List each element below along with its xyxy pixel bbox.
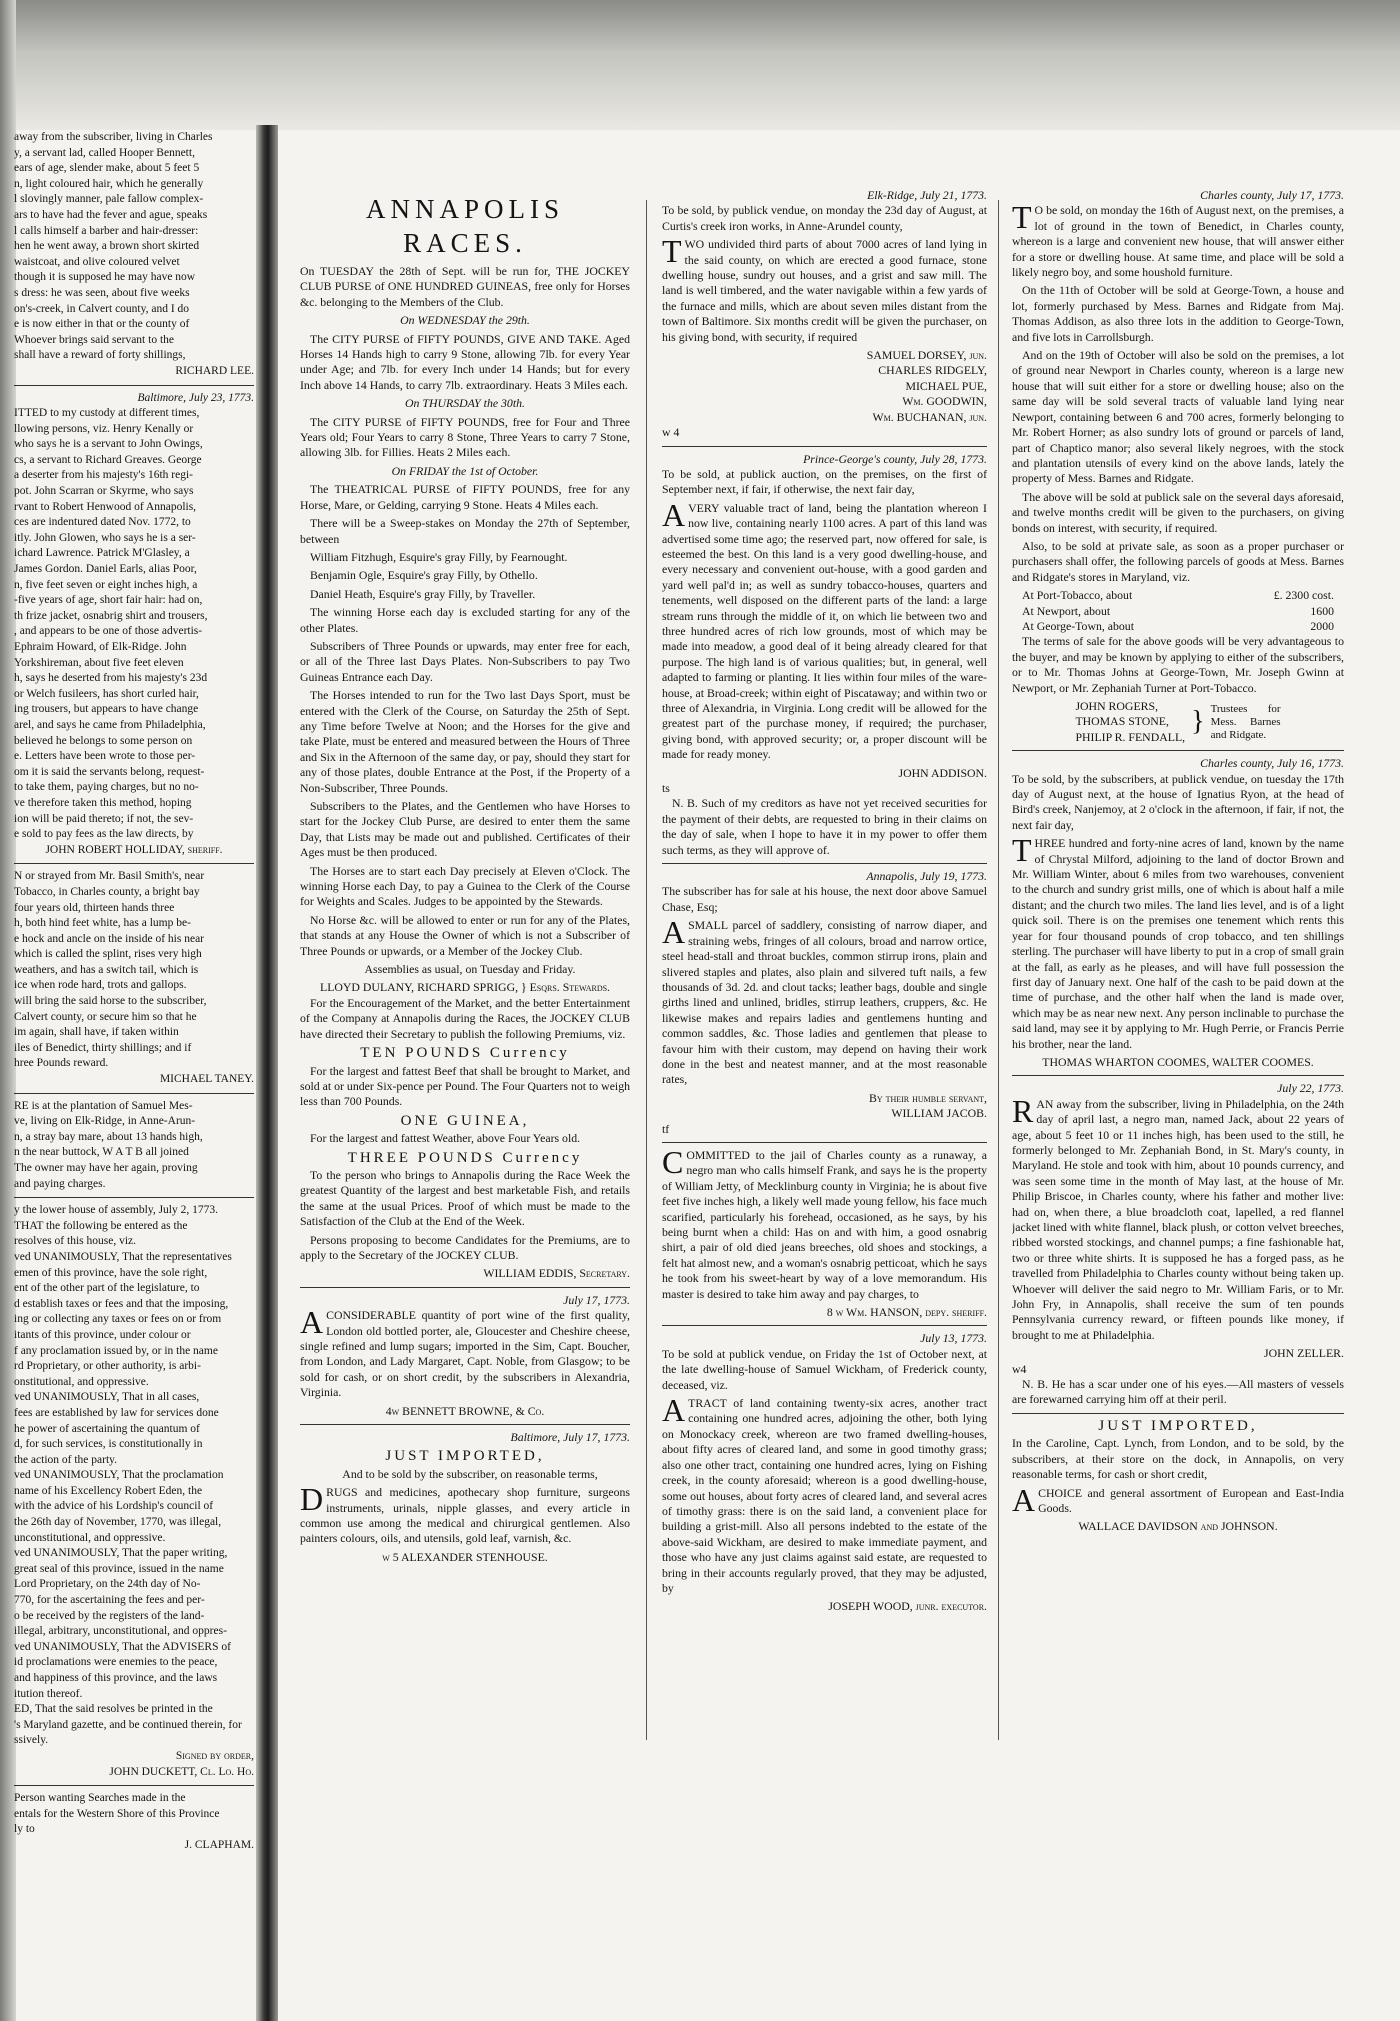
fragment-text-line: ces are indentured dated Nov. 1772, to — [14, 516, 191, 529]
trustee-name: PHILIP R. FENDALL, — [1075, 729, 1186, 744]
signatory-name: MICHAEL PUE, — [905, 378, 987, 393]
advertiser-signature: 4w BENNETT BROWNE, & Co. — [385, 1403, 545, 1418]
issue-mark: w4 — [1012, 1361, 1027, 1376]
divider — [14, 1785, 254, 1786]
nota-bene: N. B. He has a scar under one of his eyes.—All masters of vessels are forewarned carrying him off at their peril. — [1012, 1377, 1344, 1407]
fragment-text-line: Yorkshireman, about five feet eleven — [14, 656, 184, 669]
fragment-text-line: name of his Excellency Robert Eden, the — [14, 1484, 203, 1497]
races-day-heading: On THURSDAY the 30th. — [405, 396, 525, 411]
dateline: July 22, 1773. — [1277, 1081, 1344, 1096]
dateline: Prince-George's county, July 28, 1773. — [803, 451, 987, 466]
goods-amount: £. 2300 cost. — [1273, 588, 1334, 603]
advertisement-paragraph: The terms of sale for the above goods will be very advantageous to the buyer, and may be known by applying to either of the subscribers, or to Mr. Thomas Johns at George-Town, Mr. Joseph Gwinn at Newport, or Mr. Zephaniah Turner at Port-Tobacco. — [1012, 634, 1344, 695]
fragment-text-line: waistcoat, and olive coloured velvet — [14, 255, 180, 268]
ad-intro: The subscriber has for sale at his house, the next door above Samuel Chase, Esq; — [662, 884, 987, 914]
fragment-text-line: and paying charges. — [14, 1177, 106, 1190]
saddlery-advertisement: ASMALL parcel of saddlery, consisting of narrow diaper, and straining webs, fringes of all colours, broad and narrow ortice, steel head-stall and throat buckles, common stirrup irons, plain and slivered staples and plates, also plain and silvered tuft nails, a few thousands of 3d. 2d. and clout tacks; leather bags, double and single girths lined and unlined, bridles, stirrup leathers, cruppers, &c. He likewise makes and repairs ladies and gentlemens hunting and common saddles, &c. Those ladies and gentlemen that please to favour him with their custom, may depend on having their work done in the best and neatest manner, and at the most reasonable rates, — [662, 914, 987, 1087]
fragment-text-line: THAT the following be entered as the — [14, 1219, 188, 1232]
premiums-paragraph: Persons proposing to become Candidates for the Premiums, are to apply to the Secretary of the JOCKEY CLUB. — [300, 1232, 630, 1262]
divider — [14, 863, 254, 864]
fragment-text-line: hen he went away, a brown short skirted — [14, 240, 200, 253]
fragment-text-line: ice when rode hard, trots and gallops. — [14, 979, 187, 992]
fragment-text-line: Person wanting Searches made in the — [14, 1792, 186, 1805]
advertiser-signature: JOHN ADDISON. — [898, 765, 987, 780]
creditors-note: N. B. Such of my creditors as have not yet received securities for the payment of their debts, are requested to bring in their claims on the day of sale, when I hope to have it in my power to offer them such terms, as they will approve of. — [662, 796, 987, 857]
iron-works-signatures — [662, 348, 987, 425]
chrystal-milford-advertisement: THREE hundred and forty-nine acres of land, known by the name of Chrystal Milford, adjoining to the land of doctor Brown and Mr. William Winter, about 6 miles from two warehouses, convenient to the church and sundry grist mills, one of which is about half a mile distant; and the church two miles. The land lies level, and is of a light quick soil. There is on the premises one tenement which rents this year for four thousand pounds of crop tobacco, and ten shillings sterling. The purchaser will have liberty to put in a crop of small grain at the fall, as early as he pleases, and will have full possession the first day of January next. One half of the cash to be paid down at the time of purchase, and the other half when the land is made over, which may be as near new next. Any person inclinable to purchase the said land, may see it by applying to Mr. Hugh Perrie, or Francis Perrie his brother, near the land. — [1012, 832, 1344, 1051]
fragment-text-line: d establish taxes or fees and that the imposing, — [14, 1297, 229, 1310]
fragment-text-line: e is now either in that or the county of — [14, 318, 190, 331]
races-paragraph: Benjamin Ogle, Esquire's gray Filly, by Othello. — [310, 568, 538, 583]
fragment-text-line: emen of this province, have the sole right, — [14, 1266, 208, 1279]
goods-amount: 1600 — [1310, 603, 1334, 618]
signatory-name: SAMUEL DORSEY, jun. — [866, 348, 987, 363]
premium-heading: ONE GUINEA, — [400, 1112, 530, 1129]
advertisement-paragraph: The above will be sold at publick sale on the several days aforesaid, and twelve months credit will be given to the purchasers, on giving bonds on interest, with security, if required. — [1012, 489, 1344, 535]
executor-signature: JOSEPH WOOD, junr. executor. — [828, 1599, 987, 1614]
fragment-text-line: o be received by the registers of the land- — [14, 1609, 205, 1622]
fragment-text-line: ED, That the said resolves be printed in the — [14, 1703, 213, 1716]
fragment-text-line: ars to have had the fever and ague, speaks — [14, 208, 208, 221]
fragment-text-line: e. Letters have been wrote to those per- — [14, 750, 196, 763]
races-paragraph: The Horses intended to run for the Two last Days Sport, must be entered with the Clerk of the Course, on Saturday the 25th of Sept. any Time before Twelve at Noon; and the Horses for the give and take Plate, must be entered and measured between the Hours of Three and Six in the Afternoon of the same day, or pay, should they start for any of those plates, double Entrance at the Post, if the Property of a Non-Subscriber, Three Pounds. — [300, 688, 630, 795]
divider — [14, 385, 254, 386]
fragment-text-line: ion will be paid thereto; if not, the sev- — [14, 812, 194, 825]
goods-place: At Port-Tobacco, about — [1022, 588, 1133, 603]
goods-advertisement: ACHOICE and general assortment of European and East-India Goods. — [1012, 1481, 1344, 1518]
races-paragraph: The THEATRICAL PURSE of FIFTY POUNDS, free for any Horse, Mare, or Gelding, carrying 9 Stone. Heats 4 Miles each. — [300, 482, 630, 512]
advertisement-paragraph: On the 11th of October will be sold at George-Town, a house and lot, formerly purchased by Mess. Barnes and Ridgate from Maj. Thomas Addison, as also three lots in the addition to George-Town, and five lots in Carrollsburgh. — [1012, 283, 1344, 344]
advertisement-paragraph: And on the 19th of October will also be sold on the premises, a lot of ground near Newport in Charles county, whereon is a large new house that will suit either for a store or dwelling house; also on the same day will be sold several tracts of valuable land lying near Newport, containing between 6 and 700 acres, formerly belonging to Mr. Robert Horner; as also sundry lots of ground or parcels of land, part of Chaptico manor; also several likely negroes, with the stock and plantation utensils of every kind on the above lands, lately the property of Mess. Barnes and Ridgate. — [1012, 348, 1344, 486]
fragment-block-stray-mare — [14, 1099, 254, 1193]
fragment-text-line: he power of ascertaining the quantum of — [14, 1422, 200, 1435]
fragment-text-line: e sold to pay fees as the law directs, by — [14, 828, 194, 841]
divider — [300, 1287, 630, 1288]
fragment-text-line: the 26th day of November, 1770, was illegal, — [14, 1516, 222, 1529]
premiums-paragraph: To the person who brings to Annapolis during the Race Week the greatest Quantity of the largest and best marketable Fish, and retails the same at the usual Prices. Proof of which must be made to the Satisfaction of the Club at the End of the Week. — [300, 1167, 630, 1229]
races-day-heading: On WEDNESDAY the 29th. — [400, 313, 530, 328]
fragment-text-line: though it is supposed he may have now — [14, 271, 196, 284]
just-imported-heading: JUST IMPORTED, — [385, 1448, 545, 1465]
fragment-text-line: Whoever brings said servant to the — [14, 333, 174, 346]
fragment-text-line: ITTED to my custody at different times, — [14, 407, 200, 420]
wine-advertisement: ACONSIDERABLE quantity of port wine of the first quality, London old bottled porter, ale, Gloucester and Cheshire cheese, single refined and lump sugars; imported in the Sim, Capt. Boucher, from London, and Lady Margaret, Capt. Noble, from Glasgow; to be sold for cash, or on short credit, by the subscribers in Alexandria, Virginia. — [300, 1304, 630, 1400]
advertiser-signature: THOMAS WHARTON COOMES, WALTER COOMES. — [1042, 1054, 1314, 1069]
column-rule — [646, 200, 647, 1740]
advertiser-signature: JOHN ZELLER. — [1264, 1346, 1344, 1361]
fragment-text-line: Ephraim Howard, of Elk-Ridge. John — [14, 641, 187, 653]
trustee-name: JOHN ROGERS, — [1075, 699, 1159, 713]
fragment-text-line: h, says he deserted from his majesty's 23d — [14, 672, 208, 685]
fragment-text-line: unconstitutional, and oppressive. — [14, 1531, 166, 1544]
trustees-names — [1075, 699, 1185, 745]
fragment-text-line: 's Maryland gazette, and be continued therein, for — [14, 1718, 242, 1731]
races-paragraph: Subscribers of Three Pounds or upwards, may enter free for each, or all of the Three last Days Plates. Non-Subscribers to pay Two Guineas Entrance each Day. — [300, 638, 630, 684]
ad-intro: To be sold, at publick auction, on the premises, on the first of September next, if fair, if otherwise, the next fair day, — [662, 466, 987, 497]
fragment-text-line: great seal of this province, issued in the name — [14, 1562, 224, 1575]
fragment-text-line: and happiness of this province, and the laws — [14, 1672, 218, 1684]
fragment-text-line: ved UNANIMOUSLY, That the paper writing, — [14, 1547, 228, 1560]
left-fragment-column — [14, 130, 254, 2010]
ad-intro: To be sold at publick vendue, on Friday the 1st of October next, at the late dwelling-house of Samuel Wickham, of Frederick county, deceased, viz. — [662, 1346, 987, 1392]
premiums-paragraph: For the largest and fattest Beef that shall be brought to Market, and sold at or under Six-pence per Pound. The Four Quarters not to weigh less than 700 Pounds. — [300, 1063, 630, 1109]
just-imported-heading: JUST IMPORTED, — [1098, 1417, 1258, 1434]
masthead-annapolis-races: ANNAPOLIS RACES. — [365, 194, 564, 258]
advertiser-signature: w 5 ALEXANDER STENHOUSE. — [382, 1549, 548, 1564]
fragment-text-line: e hock and ancle on the inside of his near — [14, 932, 205, 945]
fragment-text-line: f any proclamation issued by, or in the name — [14, 1344, 218, 1357]
fragment-dateline-1: Baltimore, July 23, 1773. — [137, 391, 254, 404]
divider — [662, 1142, 987, 1143]
trustee-name: THOMAS STONE, — [1075, 714, 1169, 729]
fragment-text-line: onstitutional, and oppressive. — [14, 1375, 149, 1388]
fragment-text-line: resolves of this house, viz. — [14, 1235, 137, 1248]
fragment-text-line: n, light coloured hair, which he generally — [14, 177, 204, 190]
secretary-signature: WILLIAM EDDIS, Secretary. — [483, 1266, 630, 1281]
fragment-text-line: James Gordon. Daniel Earls, alias Poor, — [14, 563, 197, 576]
advertisement-paragraph: Also, to be sold at private sale, as soon as a proper purchaser or purchasers shall offer, the following parcels of goods at Mess. Barnes and Ridgate's stores in Maryland, viz. — [1012, 538, 1344, 584]
fragment-signature-1: RICHARD LEE. — [175, 364, 254, 377]
divider — [1012, 1413, 1344, 1414]
fragment-text-line: y the lower house of assembly, July 2, 1773. — [14, 1204, 218, 1217]
fragment-text-line: illegal, arbitrary, unconstitutional, and oppres- — [14, 1625, 227, 1638]
fragment-text-line: N or strayed from Mr. Basil Smith's, near — [14, 870, 205, 883]
fragment-text-line: The owner may have her again, proving — [14, 1162, 198, 1174]
fragment-text-line: y, a servant lad, called Hooper Bennett, — [14, 146, 195, 159]
advertiser-signature: WILLIAM JACOB. — [891, 1106, 987, 1121]
races-day-heading: On FRIDAY the 1st of October. — [391, 463, 539, 478]
ad-intro: To be sold, by publick vendue, on monday the 23d day of August, at Curtis's creek iron works, in Anne-Arundel county, — [662, 203, 987, 233]
races-paragraph: Subscribers to the Plates, and the Gentlemen who have Horses to start for the Jockey Club Purse, are desired to enter them the same Day, that Lists may be made out and published. Certificates of their Ages must be then produced. — [300, 799, 630, 860]
divider — [662, 446, 987, 447]
fragment-text-line: l slovingly manner, pale fallow complex- — [14, 193, 204, 206]
fragment-text-line: away from the subscriber, living in Charles — [14, 131, 213, 143]
fragment-text-line: entals for the Western Shore of this Province — [14, 1807, 220, 1820]
fragment-text-line: Calvert county, or secure him so that he — [14, 1010, 197, 1023]
iron-works-advertisement: TWO undivided third parts of about 7000 acres of land lying in the said county, on which are erected a good furnace, stone dwelling house, sundry out houses, and a grist and saw mill. The land is well timbered, and the water navigable within a few yards of the furnace and mills, which are about seven miles distant from the town of Baltimore. Six months credit will be given the purchaser, on his giving bond, with security, if required — [662, 233, 987, 344]
premiums-paragraph: For the largest and fattest Weather, above Four Years old. — [310, 1131, 581, 1146]
fragment-text-line: the action of the party. — [14, 1453, 118, 1466]
fragment-text-line: a deserter from his majesty's 16th regi- — [14, 469, 193, 482]
goods-row — [1012, 619, 1344, 634]
ad-intro: To be sold, by the subscribers, at publick vendue, on tuesday the 17th day of August next, at the house of Ignatius Ryon, at the head of Bird's creek, Nanjemoy, at 2 o'clock in the afternoon, if fair, if not, the next fair day, — [1012, 771, 1344, 832]
goods-place: At Newport, about — [1022, 603, 1111, 618]
fragment-text-line: l calls himself a barber and hair-dresser: — [14, 224, 199, 237]
dateline: July 17, 1773. — [563, 1292, 630, 1307]
fragment-text-line: ve, living on Elk-Ridge, in Anne-Arun- — [14, 1115, 196, 1128]
races-paragraph: No Horse &c. will be allowed to enter or run for any of the Plates, that stands at any House the Owner of which is not a Subscriber of Three Pounds or upwards, or a Member of the Jockey Club. — [300, 912, 630, 958]
races-paragraph: The CITY PURSE of FIFTY POUNDS, free for Four and Three Years old; Four Years to carry 8 Stone, Three Years to carry 7 Stone, allowing 3lb. for Fillies. Heats 2 Miles each. — [300, 414, 630, 460]
divider — [662, 1325, 987, 1326]
fragment-text-line: 770, for the ascertaining the fees and per- — [14, 1594, 205, 1607]
fragment-text-line: iles of Benedict, thirty shillings; and if — [14, 1041, 192, 1054]
plantation-advertisement: AVERY valuable tract of land, being the plantation whereon I now live, containing nearly 1100 acres. A part of this land was advertised some time ago; the reserved part, now offered for sale, is esteemed the best. On this land is a very good dwelling-house, and every necessary and convenient out-house, with a good garden and yard well pal'd in; as well as sundry tobacco-houses, quarters and tenements, well disposed on the different parts of the land: a large stream runs through the middle of it, on which lie between two and three hundred acres of rich low grounds, most of which may be made into meadow, a good deal of it being already cleared for that purpose. The high land is of various qualities; but, in general, well adapted to farming or planting. It lies within four miles of the ware-house, at Broad-creek; within eight of Piscataway; and within two or three of Alexandria, in Virginia. Long credit will be allowed for the greatest part of the purchase money, if required; the purchaser, giving bond, with approved security; or, a proper discount will be made for ready money. — [662, 496, 987, 762]
premium-heading: THREE POUNDS Currency — [347, 1149, 583, 1166]
fragment-text-line: weathers, and has a switch tail, which is — [14, 963, 199, 976]
goods-row — [1012, 604, 1344, 619]
fragment-text-line: , and appears to be one of those advertis- — [14, 625, 203, 638]
fragment-text-line: believed he belongs to some person on — [14, 734, 193, 747]
issue-mark: w 4 — [662, 425, 680, 440]
fragment-block-resolves — [14, 1203, 254, 1749]
goods-amount: 2000 — [1310, 618, 1334, 633]
fragment-text-line: n the near buttock, W A T B all joined — [14, 1146, 189, 1159]
signatory-name: CHARLES RIDGELY, — [878, 363, 987, 378]
benedict-lot-advertisement: TO be sold, on monday the 16th of August next, on the premises, a lot of ground in the town of Benedict, in Charles county, whereon is a large and convenient new house, that will answer either for a store or dwelling house. At same time, and place will be sold a likely negro boy, and some houshold furniture. — [1012, 199, 1344, 280]
fragment-text-line: ssively. — [14, 1734, 49, 1747]
issue-mark: tf — [662, 1121, 670, 1136]
fragment-text-line: with the advice of his Lordship's council of — [14, 1500, 214, 1513]
column-rule — [998, 200, 999, 1740]
fragment-text-line: d, for such services, is constitutionally in — [14, 1438, 203, 1451]
fragment-signature-3: MICHAEL TANEY. — [159, 1073, 254, 1086]
fragment-text-line: Lord Proprietary, on the 24th day of No- — [14, 1578, 201, 1591]
dateline: July 13, 1773. — [920, 1331, 987, 1346]
fragment-text-line: id proclamations were enemies to the peace, — [14, 1656, 218, 1669]
divider — [300, 1424, 630, 1425]
drugs-advertisement: DRUGS and medicines, apothecary shop furniture, surgeons instruments, urinals, nipple glasses, and every article in common use among the medical and chirurgical gentlemen. Also painters colours, oils, and utensils, gold leaf, varnish, &c. — [300, 1481, 630, 1546]
fragment-text-line: ved UNANIMOUSLY, That in all cases, — [14, 1391, 200, 1404]
divider — [14, 1197, 254, 1198]
fragment-text-line: on's-creek, in Calvert county, and I do — [14, 302, 190, 315]
fragment-text-line: itution thereof. — [14, 1687, 83, 1700]
scan-top-edge — [0, 0, 1400, 130]
fragment-text-line: th frize jacket, osnabrig shirt and trousers, — [14, 609, 208, 622]
ad-intro: In the Caroline, Capt. Lynch, from London, and to be sold, by the subscribers, at their store on the dock, in Annapolis, on very reasonable terms, for cash or short credit, — [1012, 1436, 1344, 1482]
fragment-text-line: s dress: he was seen, about five weeks — [14, 286, 190, 299]
dateline: Charles county, July 17, 1773. — [1200, 188, 1344, 202]
premium-heading: TEN POUNDS Currency — [360, 1045, 570, 1062]
fragment-text-line: ved UNANIMOUSLY, That the representatives — [14, 1250, 232, 1263]
signatory-name: Wm. BUCHANAN, jun. — [872, 409, 987, 424]
fragment-text-line: ly to — [14, 1823, 35, 1836]
fragment-signature-5: JOHN DUCKETT, Cl. Lo. Ho. — [109, 1765, 254, 1778]
fragment-text-line: to take them, paying charges, but no no- — [14, 781, 199, 794]
divider — [662, 863, 987, 864]
fragment-text-line: ved UNANIMOUSLY, That the ADVISERS of — [14, 1640, 231, 1653]
races-paragraph: On TUESDAY the 28th of Sept. will be run for, THE JOCKEY CLUB PURSE of ONE HUNDRED GUINEAS, free only for Horses &c. belonging to the Members of the Club. — [300, 264, 630, 309]
page-gutter-fold — [256, 125, 278, 2021]
fragment-text-line: n, a stray bay mare, about 13 hands high, — [14, 1130, 203, 1143]
dateline: Annapolis, July 19, 1773. — [866, 869, 987, 884]
fragment-text-line: itly. John Glowen, who says he is a ser- — [14, 531, 196, 544]
committed-jail-notice: COMMITTED to the jail of Charles county as a runaway, a negro man who calls himself Frank, and says he is the property of William Jetty, of Mecklinburg county in Virginia; he is about five feet five inches high, a likely well made young fellow, his face much scarified, particularly his forehead, occasioned, as he says, by his being burnt when a child: Has on and with him, a good osnabrig shirt, a pair of old died jeans breeches, old shoes and stockings, a felt hat almost new, and a woman's osnabrig petticoat, which he says he took from his sweet-heart by way of a love memorandum. His master is desired to take him away and pay charges, to — [662, 1143, 987, 1301]
fragment-text-line: Tobacco, in Charles county, a bright bay — [14, 885, 200, 898]
fragment-lines — [14, 130, 254, 364]
goods-row — [1012, 588, 1344, 603]
fragment-signature-6: J. CLAPHAM. — [184, 1838, 254, 1851]
premiums-paragraph: For the Encouragement of the Market, and the better Entertainment of the Company at Annapolis during the Races, the JOCKEY CLUB have directed their Secretary to publish the following Premiums, viz. — [300, 995, 630, 1041]
runaway-jack-notice: RAN away from the subscriber, living in Philadelphia, on the 24th day of april last, a negro man, named Jack, about 22 years of age, about 5 feet 10 or 11 inches high, has been used to the still, he formerly belonged to Mr. Zephaniah Bond, in St. Mary's county, in Maryland. He stole and took with him, about 10 pounds currency, and was seen some time in the month of May last, at the house of Mr. Philip Briscoe, in Charles county, where his father and mother live: had on, when there, a blue broadcloth coat, lapelled, a red flannel jacket lined with white flannel, black plush, or cotton velvet breeches, ribbed worsted stockings, and channel pumps; a fine fashionable hat, two or three white shirts. It is supposed he has a forged pass, as he travelled from Philadelphia to Charles county without being taken up. Whoever will deliver the said negro to Mr. William Faris, or to Mr. John Fry, in Annapolis, shall receive the sum of ten pounds Pennsylvania currency reward, or fifteen pounds like money, if brought to me at Philadelphia. — [1012, 1092, 1344, 1342]
fragment-text-line: pot. John Scarran or Skyrme, who says — [14, 485, 194, 498]
fragment-text-line: ichard Lawrence. Patrick M'Glasley, a — [14, 547, 190, 560]
fragment-signature-2: JOHN ROBERT HOLLIDAY, sheriff. — [45, 843, 223, 856]
signatory-name: Wm. GOODWIN, — [902, 394, 987, 409]
fragment-text-line: ing trousers, but appears to have change — [14, 703, 199, 716]
sheriff-signature: 8 w Wm. HANSON, depy. sheriff. — [826, 1305, 987, 1320]
fragment-text-line: arel, and says he came from Philadelphia, — [14, 718, 206, 731]
dateline: Elk-Ridge, July 21, 1773. — [867, 188, 987, 202]
fragment-signed-by-order: Signed by order, — [175, 1749, 254, 1762]
divider — [1012, 750, 1344, 751]
fragment-text-line: which is called the splint, rises very high — [14, 948, 202, 961]
goods-place: At George-Town, about — [1022, 618, 1134, 633]
races-paragraph: The Horses are to start each Day precisely at Eleven o'Clock. The winning Horse each Day, to pay a Guinea to the Clerk of the Course for Weights and Scales. Judges to be appointed by the Stewards. — [300, 863, 630, 909]
column-land-sales — [662, 188, 987, 2008]
column-charles-county — [1012, 188, 1344, 2008]
races-paragraph: William Fitzhugh, Esquire's gray Filly, by Fearnought. — [310, 549, 568, 564]
issue-mark: ts — [662, 781, 670, 796]
fragment-text-line: ears of age, slender make, about 5 feet 5 — [14, 162, 200, 175]
fragment-block-searches — [14, 1791, 254, 1838]
races-paragraph: Assemblies as usual, on Tuesday and Friday. — [364, 962, 576, 977]
trustees-block — [1012, 699, 1344, 745]
fragment-text-line: ent of the other part of the legislature, to — [14, 1282, 200, 1295]
fragment-text-line: rvant to Robert Henwood of Annapolis, — [14, 500, 197, 513]
races-paragraph: The winning Horse each day is excluded starting for any of the other Plates. — [300, 605, 630, 635]
advertiser-signature: WALLACE DAVIDSON and JOHNSON. — [1078, 1519, 1278, 1534]
brace: } — [1191, 706, 1205, 738]
dateline: Baltimore, July 17, 1773. — [510, 1430, 630, 1445]
races-paragraph: The CITY PURSE of FIFTY POUNDS, GIVE AND TAKE. Aged Horses 14 Hands high to carry 9 Stone, allowing 7lb. for every Year under Age; and 7lb. for every Inch under 14 Hands; but for every Inch above 14 Hands, to carry 7lb. extraordinary. Heats 3 Miles each. — [300, 331, 630, 392]
fragment-text-line: will bring the said horse to the subscriber, — [14, 995, 207, 1008]
fragment-text-line: hree Pounds reward. — [14, 1057, 109, 1070]
fragment-text-line: ing or collecting any taxes or fees on or from — [14, 1313, 222, 1326]
column-annapolis-races — [300, 192, 630, 2012]
fragment-text-line: RE is at the plantation of Samuel Mes- — [14, 1099, 193, 1112]
fragment-block-committed — [14, 406, 254, 843]
fragment-text-line: rd Proprietary, or other authority, is arbi- — [14, 1360, 201, 1373]
fragment-text-line: ve therefore taken this method, hoping — [14, 796, 192, 809]
fragment-text-line: h, both hind feet white, has a lump be- — [14, 917, 191, 930]
trustees-note: Trustees for Mess. Barnes and Ridgate. — [1210, 702, 1281, 741]
drugs-intro: And to be sold by the subscriber, on reasonable terms, — [342, 1466, 598, 1481]
fragment-text-line: or Welch fusileers, has short curled hair, — [14, 687, 199, 700]
goods-table — [1012, 588, 1344, 634]
fragment-text-line: llowing persons, viz. Henry Kenally or — [14, 422, 194, 435]
wickham-estate-advertisement: ATRACT of land containing twenty-six acres, another tract containing one hundred acres, adjoining the other, both lying on Monockacy creek, whereon are two framed dwelling-houses, about fifty acres of cleared land, and some in good timothy grass; also one other tract, containing one hundred acres, lying on Fishing creek, in the county aforesaid; whereon is a good dwelling-house, some out houses, about forty acres of cleared land, and several acres of timothy grass: there is on the said land, a convenient place for building a grist-mill. Also all persons indebted to the estate of the above-said Wickham, are desired to make immediate payment, and those who have any just claims against said estate, are requested to bring in their accounts regularly proved, that they may be adjusted, by — [662, 1392, 987, 1595]
fragment-text-line: -five years of age, short fair hair: had on, — [14, 594, 203, 607]
fragment-text-line: four years old, thirteen hands three — [14, 901, 175, 914]
divider — [1012, 1075, 1344, 1076]
stewards-signature: LLOYD DULANY, RICHARD SPRIGG, } Esqrs. Stewards. — [319, 980, 610, 995]
fragment-text-line: fees are established by law for services done — [14, 1406, 219, 1419]
fragment-text-line: om it is said the servants belong, request- — [14, 765, 205, 778]
races-paragraph: There will be a Sweep-stakes on Monday the 27th of September, between — [300, 516, 630, 546]
fragment-text-line: itants of this province, under colour or — [14, 1328, 191, 1341]
divider — [14, 1093, 254, 1094]
fragment-text-line: who says he is a servant to John Owings, — [14, 438, 203, 451]
fragment-text-line: cs, a servant to Richard Greaves. George — [14, 453, 202, 466]
dateline: Charles county, July 16, 1773. — [1200, 756, 1344, 771]
fragment-text-line: ved UNANIMOUSLY, That the proclamation — [14, 1469, 224, 1482]
races-paragraph: Daniel Heath, Esquire's gray Filly, by Traveller. — [310, 586, 536, 601]
fragment-text-line: n, five feet seven or eight inches high, a — [14, 578, 198, 591]
fragment-text-line: im again, shall have, if taken within — [14, 1026, 179, 1039]
fragment-text-line: shall have a reward of forty shillings, — [14, 349, 186, 362]
fragment-block-strayed-horse — [14, 869, 254, 1072]
by-line: By their humble servant, — [869, 1090, 987, 1105]
